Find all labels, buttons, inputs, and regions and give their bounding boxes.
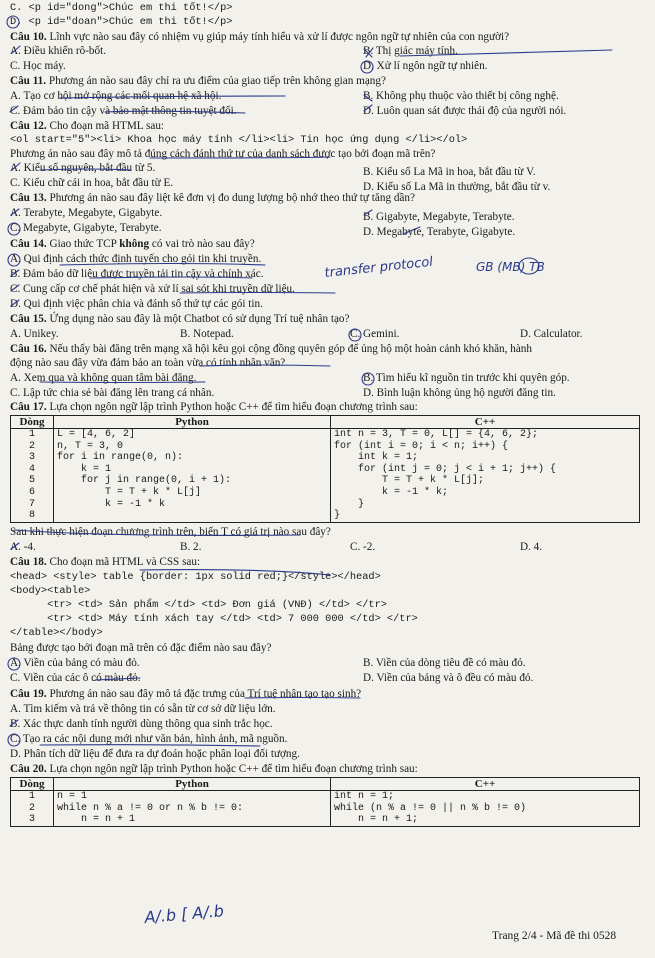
q11-option-c: C. Đảm bảo tin cậy và bảo mật thông tin tuyệt đối. [10,105,237,117]
q18-code-4: <tr> <td> Máy tính xách tay </td> <td> 7 000 000 </td> </tr> [10,613,418,625]
question-11: Câu 11. Phương án nào sau đây chỉ ra ưu điểm của giao tiếp trên không gian mạng? [10,75,386,87]
q10-option-c: C. Học máy. [10,60,66,72]
q13-option-a: A. Terabyte, Megabyte, Gigabyte. [10,207,163,219]
python-code: n = 1 while n % a != 0 or n % b != 0: n = n + 1 [54,791,331,827]
line-numbers: 1 2 3 [11,791,54,827]
q17-question: Sau khi thực hiện đoạn chương trình trên, biến T có giá trị nào sau đây? [10,526,331,538]
option-d: D. <p id="doan">Chúc em thi tốt!</p> [10,16,233,28]
question-19: Câu 19. Phương án nào sau đây mô tả đặc trưng của Trí tuệ nhân tạo tạo sinh? [10,688,362,700]
q17-option-c: C. -2. [350,541,376,553]
option-c: C. <p id="dong">Chúc em thi tốt!</p> [10,2,233,14]
q18-code-3: <tr> <td> Sản phẩm </td> <td> Đơn giá (VNĐ) </td> </tr> [10,599,387,611]
q11-option-a: A. Tạo cơ hội mở rộng các mối quan hệ xã hội. [10,90,222,102]
q13-option-b: B. Gigabyte, Megabyte, Terabyte. [363,211,515,223]
cpp-code: int n = 1; while (n % a != 0 || n % b != 0) n = n + 1; [331,791,640,827]
q12-code: <ol start="5"><li> Khoa học máy tính </li><li> Tin học ứng dụng </li></ol> [10,134,468,146]
q17-option-b: B. 2. [180,541,202,553]
python-code: L = [4, 6, 2] n, T = 3, 0 for i in range(0, n): k = 1 for j in range(0, i + 1): T = T + k * L[j] k = -1 * k [54,429,331,523]
q18-option-d: D. Viền của bảng và ô đều có màu đỏ. [363,672,534,684]
q19-option-a: A. Tìm kiếm và trả về thông tin có sẵn từ cơ sở dữ liệu lớn. [10,703,276,715]
q11-option-b: B. Không phụ thuộc vào thiết bị công nghệ. [363,90,559,102]
q14-option-d: D. Qui định việc phân chia và đánh số thứ tự các gói tin. [10,298,263,310]
q17-code-table [10,415,640,523]
q18-code-2: <body><table> [10,585,91,597]
q16-option-b: B. Tìm hiểu kĩ nguồn tin trước khi quyên góp. [363,372,570,384]
question-12: Câu 12. Cho đoạn mã HTML sau: [10,120,165,132]
q18-code-1: <head> <style> table {border: 1px solid red;}</style></head> [10,571,381,583]
col-header-python: Python [54,416,331,429]
q10-option-a: A. Điều khiển rô-bốt. [10,45,107,57]
q15-option-b: B. Notepad. [180,328,234,340]
question-13: Câu 13. Phương án nào sau đây liệt kê đơn vị đo dung lượng bộ nhớ theo thứ tự tăng dần? [10,192,415,204]
q10-option-d: D. Xử lí ngôn ngữ tự nhiên. [363,60,488,72]
question-14: Câu 14. Giao thức TCP không có vai trò nào sau đây? [10,238,255,250]
q14-option-b: B. Đảm bảo dữ liệu được truyền tải tin cậy và chính xác. [10,268,264,280]
q16-option-c: C. Lập tức chia sẻ bài đăng lên trang cá nhân. [10,387,215,399]
note-transfer-protocol: transfer protocol [323,254,434,281]
q12-option-c: C. Kiểu chữ cái in hoa, bắt đầu từ E. [10,177,174,189]
q19-option-c: C. Tạo ra các nội dung mới như văn bản, hình ảnh, mã nguồn. [10,733,288,745]
q19-option-d: D. Phân tích dữ liệu để đưa ra dự đoán hoặc phân loại đối tượng. [10,748,300,760]
q13-option-c: C. Megabyte, Gigabyte, Terabyte. [10,222,162,234]
col-header-python: Python [54,778,331,791]
q14-option-a: A. Qui định cách thức định tuyến cho gói tin khi truyền. [10,253,262,265]
q19-option-b: B. Xác thực danh tính người dùng thông qua sinh trắc học. [10,718,273,730]
q18-option-c: C. Viền của các ô có màu đỏ. [10,672,141,684]
col-header-line: Dòng [11,778,54,791]
q12-option-d: D. Kiểu số La Mã in thường, bắt đầu từ v. [363,181,551,193]
col-header-line: Dòng [11,416,54,429]
q10-option-b: B. Thị giác máy tính. [363,45,458,57]
q20-code-table [10,777,640,827]
line-numbers: 1 2 3 4 5 6 7 8 [11,429,54,523]
col-header-cpp: C++ [331,416,640,429]
q17-option-a: A. -4. [10,541,36,553]
q14-option-c: C. Cung cấp cơ chế phát hiện và xử lí sai sót khi truyền dữ liệu. [10,283,295,295]
q12-option-b: B. Kiểu số La Mã in hoa, bắt đầu từ V. [363,166,536,178]
note-bottom: A/.b [ A/.b [143,901,225,927]
q16-option-d: D. Bình luận không ủng hộ người đăng tin. [363,387,556,399]
q18-code-5: </table></body> [10,627,103,639]
q17-option-d: D. 4. [520,541,543,553]
question-20: Câu 20. Lựa chọn ngôn ngữ lập trình Python hoặc C++ để tìm hiểu đoạn chương trình sau: [10,763,418,775]
q15-option-a: A. Unikey. [10,328,59,340]
q13-option-d: D. Megabyte, Terabyte, Gigabyte. [363,226,516,238]
page-footer: Trang 2/4 - Mã đề thi 0528 [492,930,617,942]
q18-option-a: A. Viền của bảng có màu đỏ. [10,657,140,669]
q12-option-a: A. Kiểu số nguyên, bắt đầu từ 5. [10,162,156,174]
q12-question: Phương án nào sau đây mô tả đúng cách đánh thứ tự của danh sách được tạo bởi đoạn mã trên? [10,148,436,160]
question-15: Câu 15. Ứng dụng nào sau đây là một Chatbot có sử dụng Trí tuệ nhân tạo? [10,313,350,325]
question-17: Câu 17. Lựa chọn ngôn ngữ lập trình Python hoặc C++ để tìm hiểu đoạn chương trình sau: [10,401,418,413]
q11-option-d: D. Luôn quan sát được thái độ của người nói. [363,105,567,117]
q16-option-a: A. Xem qua và không quan tâm bài đăng. [10,372,197,384]
q18-question: Bảng được tạo bởi đoạn mã trên có đặc điểm nào sau đây? [10,642,272,654]
q15-option-c: C. Gemini. [350,328,400,340]
question-18: Câu 18. Cho đoạn mã HTML và CSS sau: [10,556,201,568]
question-16: Câu 16. Nếu thấy bài đăng trên mạng xã hội kêu gọi cộng đồng quyên góp để ủng hộ một hoàn cảnh khó khăn, hành [10,343,532,355]
note-units: GB (MB) TB [476,260,545,274]
q18-option-b: B. Viền của dòng tiêu đề có màu đỏ. [363,657,526,669]
col-header-cpp: C++ [331,778,640,791]
cpp-code: int n = 3, T = 0, L[] = {4, 6, 2}; for (int i = 0; i < n; i++) { int k = 1; for (int j = 0; j < i + 1; j++) { T = T + k * L[j]; k = -1 * k; } } [331,429,640,523]
q15-option-d: D. Calculator. [520,328,583,340]
circle-mb [519,258,539,274]
question-10: Câu 10. Lĩnh vực nào sau đây có nhiệm vụ giúp máy tính hiểu và xử lí được ngôn ngữ tự nhiên của con người? [10,31,510,43]
question-16-cont: động nào sau đây vừa đảm bảo an toàn vừa có tính nhân văn? [10,357,286,369]
